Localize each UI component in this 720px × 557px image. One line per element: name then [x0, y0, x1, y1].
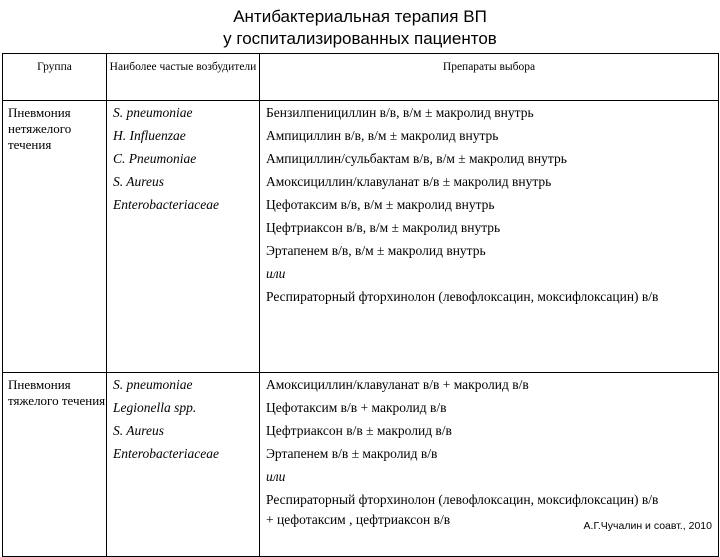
drug-item: Цефтриаксон в/в ± макролид в/в — [266, 423, 452, 438]
group-label: Пневмония тяжелого течения — [8, 377, 106, 408]
pathogen-item: Enterobacteriaceae — [113, 197, 219, 212]
pathogen-item: S. Aureus — [113, 174, 165, 189]
group-cell — [3, 373, 107, 557]
pathogen-item: C. Pneumoniae — [113, 151, 197, 166]
title-line-2: у госпитализированных пациентов — [223, 29, 497, 48]
alternative-separator: или — [266, 266, 286, 281]
drug-item: Эртапенем в/в ± макролид в/в — [266, 446, 438, 461]
drug-item: Цефтриаксон в/в, в/м ± макролид внутрь — [266, 220, 501, 235]
page-title — [0, 6, 720, 50]
drug-item: Респираторный фторхинолон (левофлоксацин, моксифлоксацин) в/в — [266, 289, 659, 304]
drug-item: Ампициллин в/в, в/м ± макролид внутрь — [266, 128, 499, 143]
pathogen-item: S. Aureus — [113, 423, 165, 438]
group-cell — [3, 101, 107, 373]
pathogen-item: H. Influenzae — [113, 128, 186, 143]
table-header-row — [3, 54, 719, 101]
header-drugs: Препараты выбора — [260, 54, 719, 101]
pathogens-cell — [107, 101, 260, 373]
drug-item: Респираторный фторхинолон (левофлоксацин, моксифлоксацин) в/в — [266, 492, 659, 507]
pathogen-item: S. pneumoniae — [113, 105, 193, 120]
pathogen-item: S. pneumoniae — [113, 377, 193, 392]
header-pathogens: Наиболее частые возбудители — [107, 54, 260, 101]
drug-item: Амоксициллин/клавуланат в/в ± макролид внутрь — [266, 174, 552, 189]
pathogens-cell — [107, 373, 260, 557]
therapy-table — [2, 53, 719, 557]
drugs-cell — [260, 101, 719, 373]
drug-item: Ампициллин/сульбактам в/в, в/м ± макролид внутрь — [266, 151, 567, 166]
table-row — [3, 101, 719, 373]
source-credit: А.Г.Чучалин и соавт., 2010 — [583, 520, 712, 532]
drug-item: Цефотаксим в/в, в/м ± макролид внутрь — [266, 197, 495, 212]
drug-item: Эртапенем в/в, в/м ± макролид внутрь — [266, 243, 486, 258]
drug-item: Цефотаксим в/в + макролид в/в — [266, 400, 447, 415]
pathogen-item: Enterobacteriaceae — [113, 446, 219, 461]
group-label: Пневмония нетяжелого течения — [8, 105, 72, 152]
title-line-1: Антибактериальная терапия ВП — [233, 7, 487, 26]
drug-item: Амоксициллин/клавуланат в/в + макролид в/в — [266, 377, 529, 392]
header-group: Группа — [3, 54, 107, 101]
pathogen-item: Legionella spp. — [113, 400, 197, 415]
drug-item: + цефотаксим , цефтриаксон в/в — [266, 512, 451, 527]
drug-item: Бензилпенициллин в/в, в/м ± макролид внутрь — [266, 105, 534, 120]
alternative-separator: или — [266, 469, 286, 484]
